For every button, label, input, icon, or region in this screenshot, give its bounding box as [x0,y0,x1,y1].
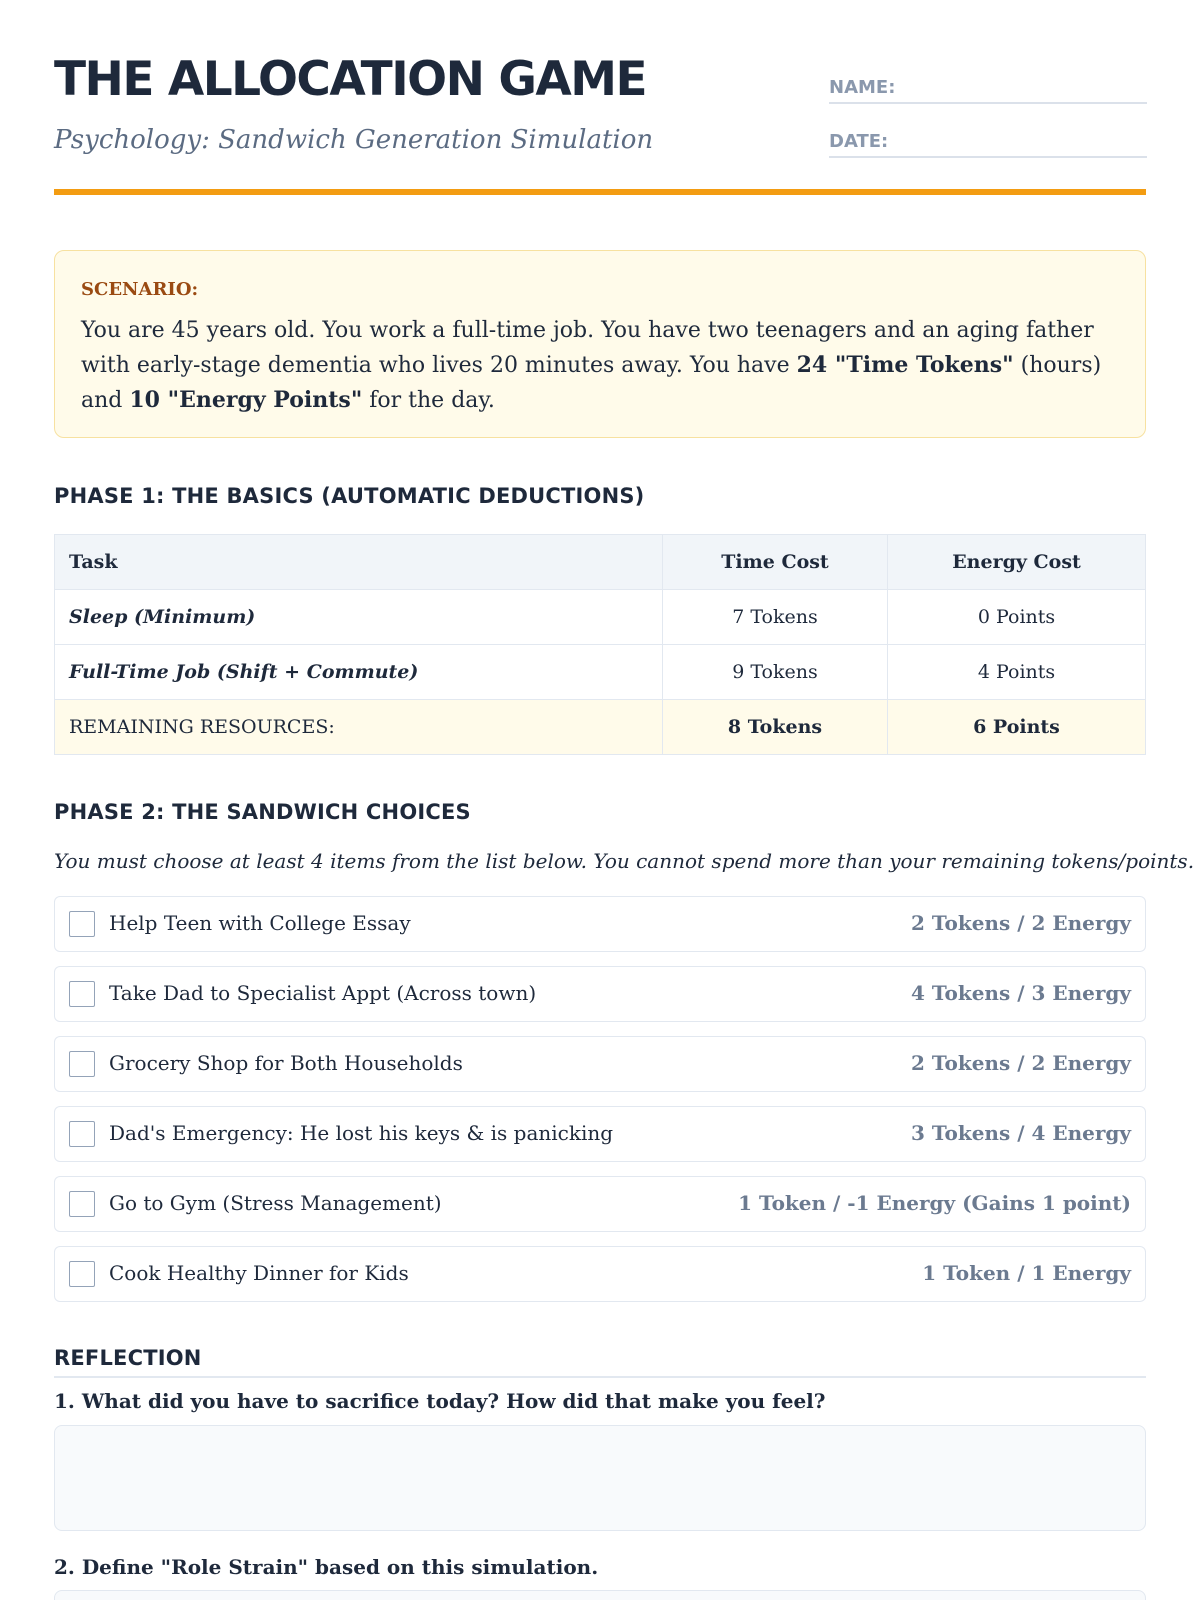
choice-label: Go to Gym (Stress Management) [109,1191,442,1215]
scenario-label: SCENARIO: [81,279,199,300]
row-time: 9 Tokens [663,645,888,700]
choice-checkbox[interactable] [69,1261,95,1287]
scenario-text-2: (hours) and [81,353,1102,413]
choice-cost: 2 Tokens / 2 Energy [911,1051,1131,1075]
page-title: THE ALLOCATION GAME [54,52,647,107]
choice-cost: 4 Tokens / 3 Energy [911,981,1131,1005]
choice-checkbox[interactable] [69,1191,95,1217]
header-time-cost: Time Cost [663,535,888,590]
remaining-label: REMAINING RESOURCES: [55,700,663,755]
choice-item[interactable] [54,1176,1146,1232]
name-label: NAME: [829,77,896,98]
table-row [55,645,1146,700]
header-energy-cost: Energy Cost [888,535,1146,590]
choice-cost: 1 Token / -1 Energy (Gains 1 point) [738,1191,1131,1215]
row-time: 7 Tokens [663,590,888,645]
date-field[interactable] [829,128,1147,158]
basics-table [54,534,1146,755]
choice-item[interactable] [54,1036,1146,1092]
scenario-tokens: 24 "Time Tokens" [796,352,1014,378]
answer-box-1[interactable] [54,1425,1146,1531]
choice-label: Help Teen with College Essay [109,911,411,935]
choice-cost: 2 Tokens / 2 Energy [911,911,1131,935]
choice-cost: 3 Tokens / 4 Energy [911,1121,1131,1145]
table-row [55,590,1146,645]
date-label: DATE: [829,131,889,152]
choice-item[interactable] [54,1106,1146,1162]
choice-cost: 1 Token / 1 Energy [922,1261,1131,1285]
accent-divider [54,189,1146,195]
phase2-instruction: You must choose at least 4 items from the list below. You cannot spend more than your remaining tokens/points. [54,849,1195,873]
answer-box-2[interactable] [54,1590,1146,1600]
scenario-text [81,314,1119,418]
choice-label: Dad's Emergency: He lost his keys & is panicking [109,1121,614,1145]
choice-label: Grocery Shop for Both Households [109,1051,463,1075]
table-header-row [55,535,1146,590]
name-field[interactable] [829,74,1147,104]
row-task: Sleep (Minimum) [55,590,663,645]
reflection-question-2: 2. Define "Role Strain" based on this simulation. [54,1555,599,1579]
choice-label: Cook Healthy Dinner for Kids [109,1261,409,1285]
remaining-energy: 6 Points [888,700,1146,755]
choice-checkbox[interactable] [69,981,95,1007]
choice-item[interactable] [54,1246,1146,1302]
row-task: Full-Time Job (Shift + Commute) [55,645,663,700]
reflection-title: REFLECTION [54,1346,202,1370]
scenario-box [54,250,1146,438]
page-subtitle: Psychology: Sandwich Generation Simulation [54,125,654,155]
scenario-points: 10 "Energy Points" [129,387,363,413]
choice-checkbox[interactable] [69,911,95,937]
reflection-divider [54,1376,1146,1378]
header [54,0,1146,196]
remaining-row [55,700,1146,755]
phase2-title: PHASE 2: THE SANDWICH CHOICES [54,800,471,824]
choice-checkbox[interactable] [69,1051,95,1077]
remaining-time: 8 Tokens [663,700,888,755]
choice-item[interactable] [54,966,1146,1022]
choice-label: Take Dad to Specialist Appt (Across town) [109,981,537,1005]
choice-item[interactable] [54,896,1146,952]
scenario-text-1: You are 45 years old. You work a full-time job. You have two teenagers and an aging father with early-stage dementia who lives 20 minutes away. You have [81,318,1094,378]
row-energy: 0 Points [888,590,1146,645]
row-energy: 4 Points [888,645,1146,700]
header-task: Task [55,535,663,590]
reflection-question-1: 1. What did you have to sacrifice today? How did that make you feel? [54,1389,826,1413]
scenario-text-3: for the day. [362,388,495,413]
choice-checkbox[interactable] [69,1121,95,1147]
phase1-title: PHASE 1: THE BASICS (AUTOMATIC DEDUCTIONS) [54,484,645,508]
